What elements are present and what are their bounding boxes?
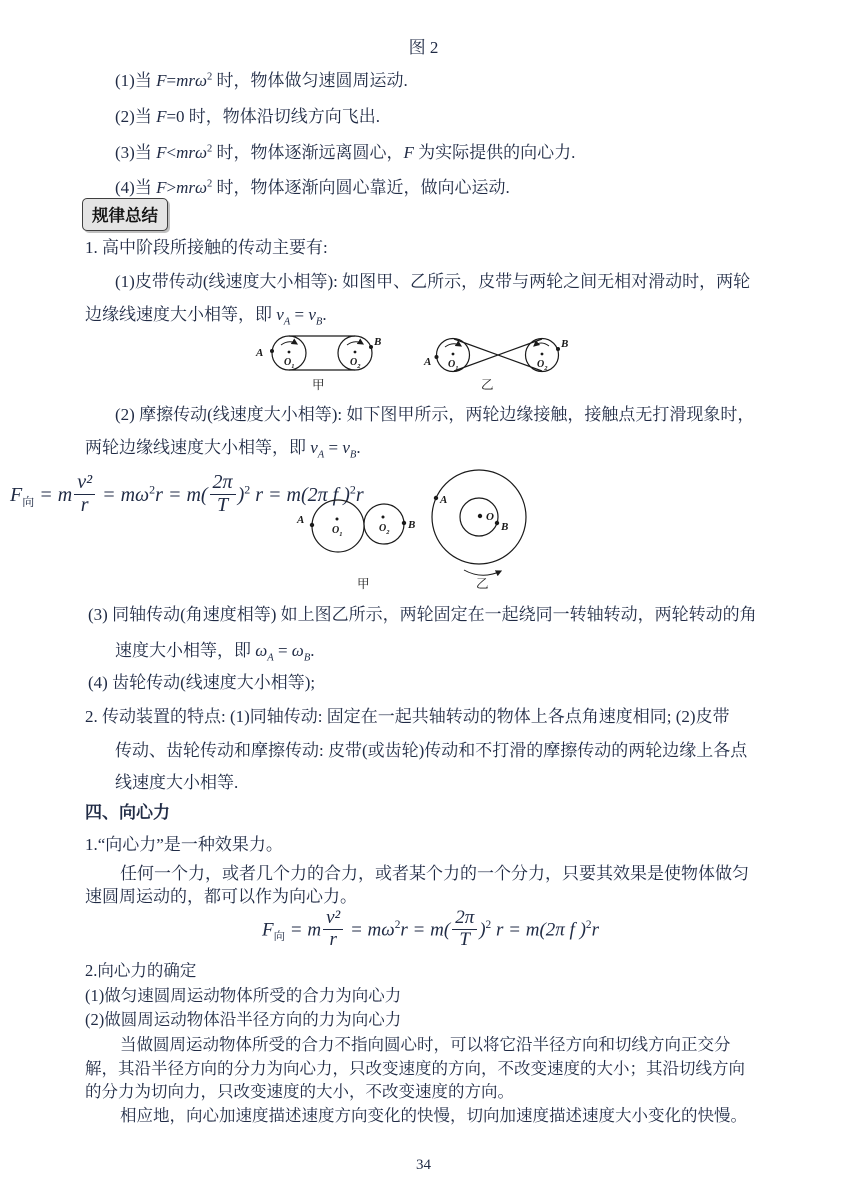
diagram-caption-yi: 乙	[476, 577, 489, 591]
centripetal-formula-side: $F_向 = m$ $\frac{\text{v²}}{r}$ = $m\omega^2r = m$( $\frac{2\pi}{T}$ )$^2$ r = m(2π f )$^2$r	[10, 471, 364, 516]
coaxial-line-1: (3) 同轴传动(角速度相等) 如上图乙所示，两轮固定在一起绕同一转轴转动，两轮转动的角	[88, 605, 757, 624]
wheel-center-label-left: $O_1$	[448, 359, 459, 372]
decomposition-line-3: 的分力为切向力，只改变速度的大小，不改变速度的方向。	[85, 1082, 514, 1101]
rotation-arrow	[464, 570, 501, 575]
point-a-label: A	[440, 494, 448, 506]
point-a-dot	[270, 349, 274, 353]
belt-drive-straight-diagram	[250, 328, 382, 394]
belt-drive-crossed-diagram	[423, 328, 573, 394]
belt-drive-line-1: (1)皮带传动(线速度大小相等): 如图甲、乙所示，皮带与两轮之间无相对滑动时，两轮	[115, 272, 751, 291]
diagram-caption-jia: 甲	[357, 577, 370, 591]
coaxial-line-2: 速度大小相等，即 $\omega_A = \omega_B$.	[115, 641, 315, 664]
features-line-3: 线速度大小相等.	[115, 773, 239, 792]
features-line-2: 传动、齿轮传动和摩擦传动: 皮带(或齿轮)传动和不打滑的摩擦传动的两轮边缘上各点	[115, 741, 748, 760]
condition-3: (3)当 F<mrω$^2$ 时，物体逐渐远离圆心，F 为实际提供的向心力.	[115, 143, 576, 162]
figure-caption: 图 2	[408, 38, 439, 57]
point-b-dot	[495, 521, 499, 525]
transmission-intro: 1. 高中阶段所接触的传动主要有:	[85, 238, 328, 257]
point-a-dot	[310, 523, 314, 527]
axle-dot-left	[452, 353, 455, 356]
decomposition-line-1: 当做圆周运动物体所受的合力不指向圆心时，可以将它沿半径方向和切线方向正交分	[120, 1035, 731, 1054]
condition-1: (1)当 F=mrω$^2$ 时，物体做匀速圆周运动.	[115, 71, 408, 90]
point-b-label: B	[561, 338, 569, 350]
axle-dot-left	[288, 351, 291, 354]
diagram-caption-yi: 乙	[481, 378, 494, 392]
rotation-arrow-left	[445, 344, 461, 347]
point-b-label: B	[374, 336, 382, 348]
wheel-center-label-right: $O_2$	[379, 523, 390, 536]
gear-drive-line: (4) 齿轮传动(线速度大小相等);	[88, 673, 316, 692]
features-line-1: 2. 传动装置的特点: (1)同轴传动: 固定在一起共轴转动的物体上各点角速度相同; (2)皮带	[85, 707, 730, 726]
axle-dot-right	[354, 351, 357, 354]
point-b-label: B	[408, 519, 416, 531]
point-a-dot	[435, 355, 439, 359]
rotation-arrow-right	[347, 342, 363, 345]
rule-summary-badge: 规律总结	[82, 198, 168, 231]
wheel-center-label-left: $O_1$	[332, 525, 343, 538]
decomposition-line-2: 解，其沿半径方向的分力为向心力，只改变速度的方向，不改变速度的大小；其沿切线方向	[85, 1059, 745, 1078]
axle-dot-right	[382, 516, 385, 519]
any-force-line-1: 任何一个力，或者几个力的合力，或者某个力的一个分力，只要其效果是使物体做匀	[120, 864, 749, 883]
acceleration-note-line: 相应地，向心加速度描述速度方向变化的快慢，切向加速度描述速度大小变化的快慢。	[120, 1106, 747, 1125]
point-b-dot	[369, 345, 373, 349]
friction-drive-diagram	[295, 467, 425, 593]
determination-item-2: (2)做圆周运动物体沿半径方向的力为向心力	[85, 1010, 402, 1029]
centripetal-def-line: 1.“向心力”是一种效果力。	[85, 835, 283, 854]
wheel-center-label-right: $O_2$	[350, 357, 361, 370]
determination-heading: 2.向心力的确定	[85, 961, 197, 980]
point-b-dot	[556, 347, 560, 351]
condition-4: (4)当 F>mrω$^2$ 时，物体逐渐向圆心靠近，做向心运动.	[115, 178, 510, 197]
wheel-center-label-right: $O_2$	[537, 359, 548, 372]
diagram-caption-jia: 甲	[312, 378, 325, 392]
rotation-arrow-right	[534, 343, 549, 346]
point-a-dot	[434, 496, 438, 500]
any-force-line-2: 速圆周运动的，都可以作为向心力。	[85, 887, 357, 906]
coaxial-drive-diagram	[420, 462, 555, 602]
wheel-center-label-left: $O_1$	[284, 357, 295, 370]
axle-dot	[478, 514, 482, 518]
page-number: 34	[416, 1157, 431, 1173]
point-a-label: A	[424, 356, 432, 368]
condition-2: (2)当 F=0 时，物体沿切线方向飞出.	[115, 107, 381, 126]
centripetal-formula-center: $F_向 = m$ $\frac{\text{v²}}{r}$ = $m\omega^2r = m$( $\frac{2\pi}{T}$ )$^2$ r = m(2π f )$^2$r	[262, 907, 600, 950]
friction-drive-line-2: 两轮边缘线速度大小相等，即 $v_A = v_B$.	[85, 438, 361, 461]
axle-dot-right	[541, 353, 544, 356]
rotation-arrow-left	[281, 342, 297, 345]
point-a-label: A	[297, 514, 305, 526]
axle-dot-left	[336, 518, 339, 521]
point-b-dot	[402, 521, 406, 525]
determination-item-1: (1)做匀速圆周运动物体所受的合力为向心力	[85, 986, 402, 1005]
point-a-label: A	[256, 347, 264, 359]
belt-drive-line-2: 边缘线速度大小相等，即 $v_A = v_B$.	[85, 305, 327, 328]
friction-drive-line-1: (2) 摩擦传动(线速度大小相等): 如下图甲所示，两轮边缘接触，接触点无打滑现象时，	[115, 405, 755, 424]
section-4-heading: 四、向心力	[85, 803, 170, 822]
point-b-label: B	[501, 521, 509, 533]
center-label: O	[486, 511, 494, 523]
